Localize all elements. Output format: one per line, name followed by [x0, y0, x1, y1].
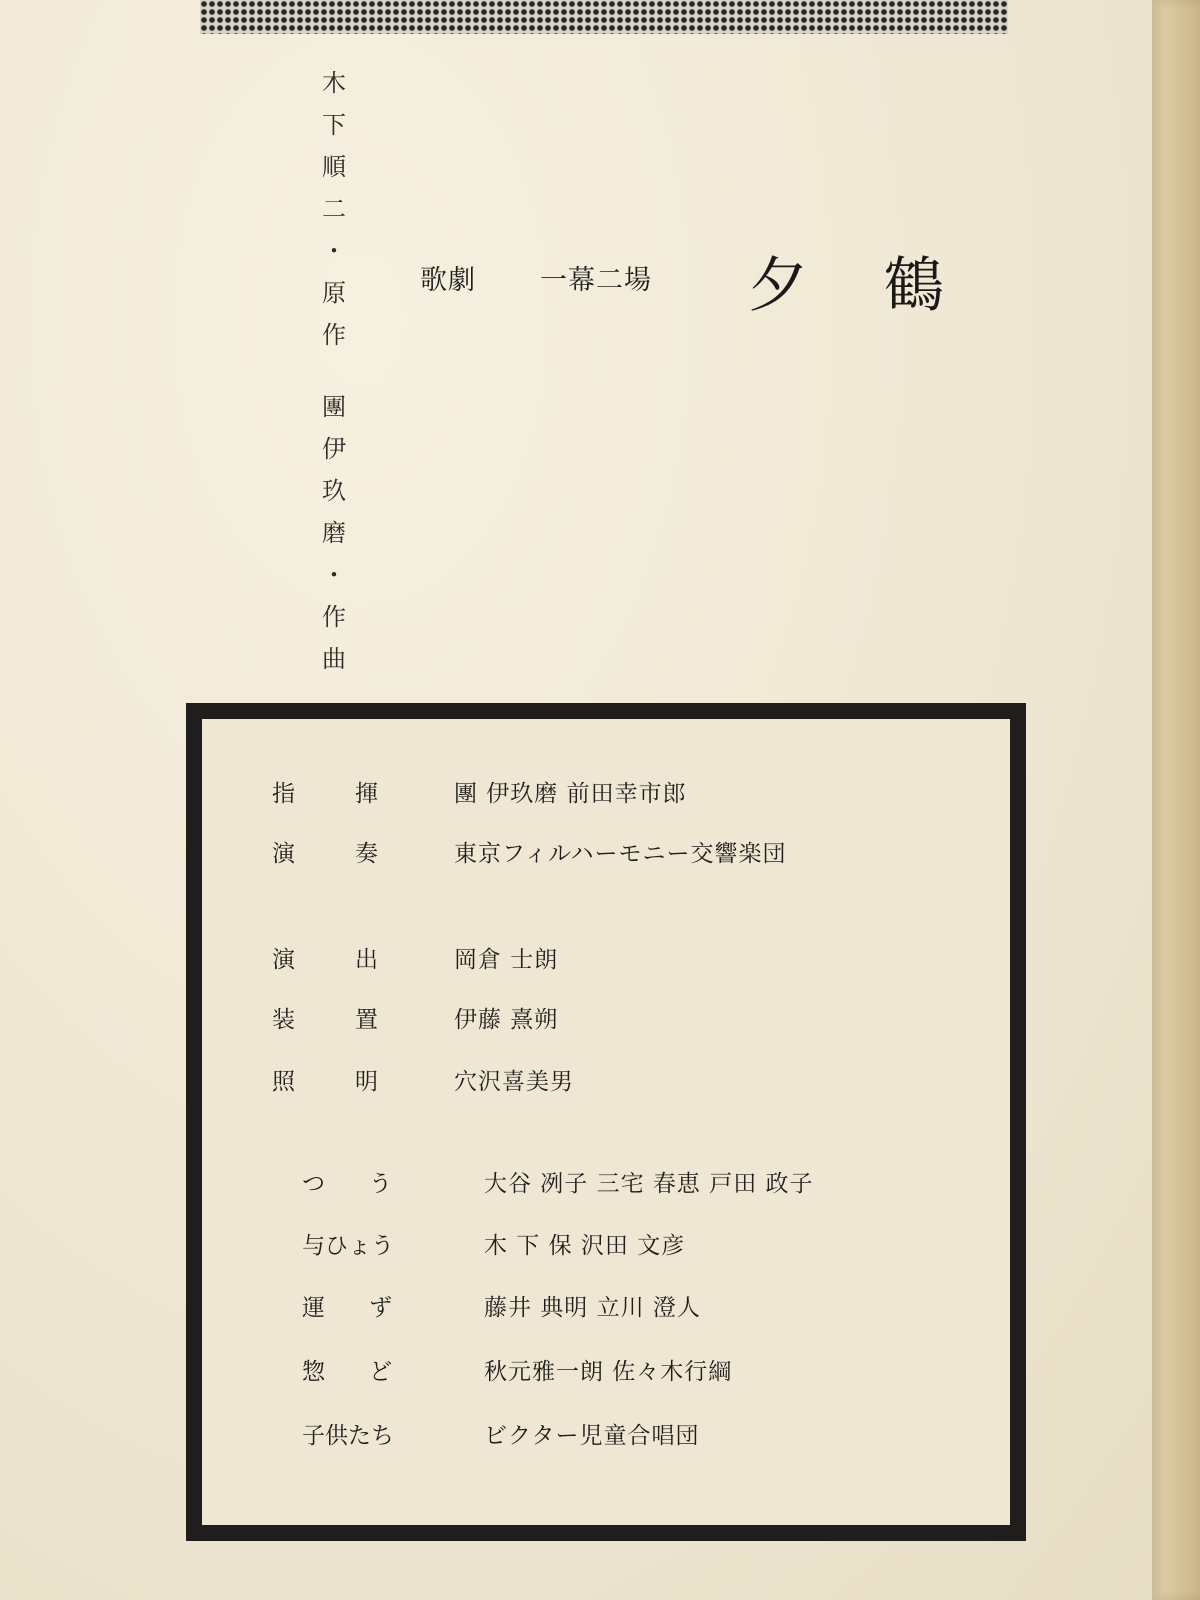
- acts-label: 一幕二場: [540, 265, 652, 296]
- cast-role: 子供たち: [302, 1423, 394, 1449]
- cast-role: 運ず: [302, 1295, 436, 1321]
- cast-names: 藤井 典明 立川 澄人: [484, 1295, 701, 1321]
- composer-credit-char: 伊: [322, 435, 346, 463]
- composer-credit-char: 磨: [322, 519, 346, 547]
- author-credit-char: 原: [322, 279, 346, 307]
- genre-label: 歌劇: [420, 265, 476, 296]
- author-credit-char: ・: [322, 237, 346, 265]
- cast-role: 惣ど: [302, 1359, 436, 1385]
- cast-names: ビクター児童合唱団: [484, 1423, 700, 1449]
- staff-names: 團 伊玖磨 前田幸市郎: [454, 781, 687, 807]
- credits-box: [186, 703, 1026, 1541]
- page-edge: [1152, 0, 1200, 1600]
- staff-role: 照明: [272, 1069, 438, 1095]
- author-credit-char: 順: [322, 153, 346, 181]
- author-credit: [322, 62, 346, 356]
- author-credit-char: 作: [322, 321, 346, 349]
- cast-names: 秋元雅一朗 佐々木行綱: [484, 1359, 733, 1385]
- cast-role: 与ひょう: [302, 1233, 394, 1259]
- cast-names: 大谷 冽子 三宅 春恵 戸田 政子: [484, 1171, 814, 1197]
- cast-names: 木 下 保 沢田 文彦: [484, 1233, 686, 1259]
- composer-credit-char: 曲: [322, 645, 346, 673]
- composer-credit-char: 團: [322, 393, 346, 421]
- author-credit-char: 二: [322, 195, 346, 223]
- staff-role: 演奏: [272, 841, 438, 867]
- cast-role: つう: [302, 1171, 436, 1197]
- composer-credit: [322, 386, 346, 680]
- staff-names: 岡倉 士朗: [454, 947, 559, 973]
- opera-title: 夕鶴: [748, 251, 1020, 321]
- staff-role: 演出: [272, 947, 438, 973]
- author-credit-char: 木: [322, 69, 346, 97]
- staff-names: 穴沢喜美男: [454, 1069, 574, 1095]
- staff-names: 伊藤 熹朔: [454, 1007, 559, 1033]
- staff-role: 装置: [272, 1007, 438, 1033]
- halftone-bar: [200, 0, 1008, 34]
- staff-role: 指揮: [272, 781, 438, 807]
- author-credit-char: 下: [322, 111, 346, 139]
- composer-credit-char: 作: [322, 603, 346, 631]
- composer-credit-char: 玖: [322, 477, 346, 505]
- staff-names: 東京フィルハーモニー交響楽団: [454, 841, 787, 867]
- composer-credit-char: ・: [322, 561, 346, 589]
